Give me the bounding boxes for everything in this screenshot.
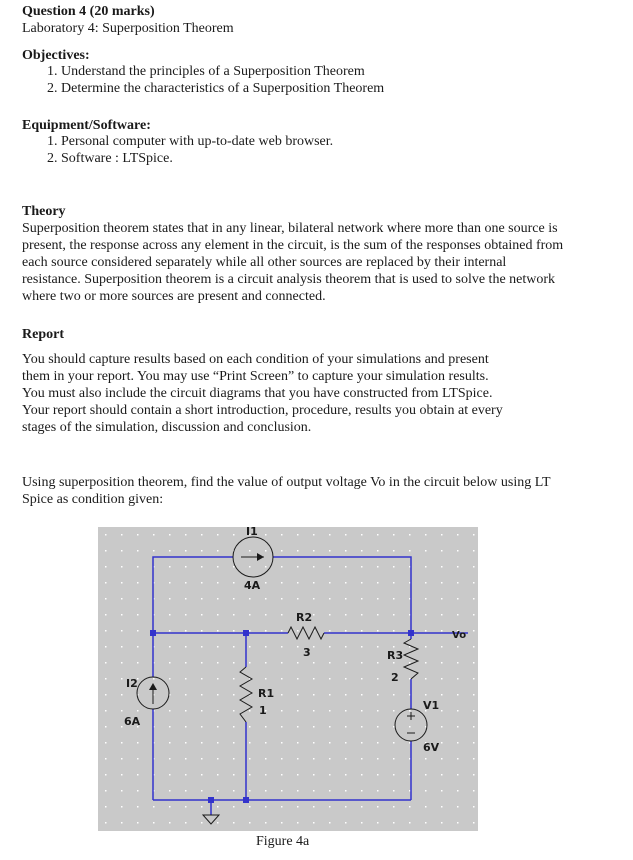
label-i2-value: 6A — [124, 715, 141, 728]
report-line: them in your report. You may use “Print Screen” to capture your simulation results. — [22, 369, 489, 384]
circuit-diagram — [98, 527, 478, 831]
theory-line: Superposition theorem states that in any linear, bilateral network where more than one source is — [22, 221, 558, 236]
equipment-item: 2. Software : LTSpice. — [47, 151, 173, 166]
report-line: You should capture results based on each condition of your simulations and present — [22, 352, 489, 367]
figure-caption: Figure 4a — [256, 834, 310, 849]
label-r1-value: 1 — [259, 704, 267, 717]
task-line: Spice as condition given: — [22, 492, 164, 507]
theory-paragraph — [22, 220, 563, 305]
label-r3-name: R3 — [387, 649, 404, 662]
label-r2-name: R2 — [296, 611, 313, 624]
label-r1-name: R1 — [258, 687, 275, 700]
label-i2-name: I2 — [126, 677, 138, 690]
junction — [208, 797, 214, 803]
label-vo: Vo — [452, 630, 467, 641]
circuit-figure — [98, 527, 478, 831]
question-title: Question 4 (20 marks) — [22, 4, 155, 19]
theory-heading: Theory — [22, 204, 66, 219]
theory-line: resistance. Superposition theorem is a circuit analysis theorem that is used to solve the network — [22, 272, 556, 287]
report-line: stages of the simulation, discussion and conclusion. — [22, 420, 312, 435]
report-heading: Report — [22, 327, 64, 342]
report-line: You must also include the circuit diagrams that you have constructed from LTSpice. — [22, 386, 493, 401]
junction — [243, 797, 249, 803]
label-v1-name: V1 — [423, 699, 440, 712]
label-v1-value: 6V — [423, 741, 440, 754]
lab-title: Laboratory 4: Superposition Theorem — [22, 21, 234, 36]
theory-line: each source considered separately while all other sources are replaced by their internal — [22, 255, 507, 270]
label-i1-name: I1 — [246, 527, 258, 538]
objective-item: 1. Understand the principles of a Superposition Theorem — [47, 64, 365, 79]
report-line: Your report should contain a short introduction, procedure, results you obtain at every — [22, 403, 503, 418]
junction — [243, 630, 249, 636]
grid-dots — [98, 527, 478, 831]
junction — [408, 630, 414, 636]
objective-item: 2. Determine the characteristics of a Superposition Theorem — [47, 81, 385, 96]
theory-line: present, the response across any element in the circuit, is the sum of the responses obtained from — [22, 238, 564, 253]
label-r2-value: 3 — [303, 646, 311, 659]
report-paragraph — [22, 351, 503, 436]
task-paragraph — [22, 474, 551, 508]
equipment-item: 1. Personal computer with up-to-date web browser. — [47, 134, 334, 149]
objectives-heading: Objectives: — [22, 48, 90, 63]
equipment-heading: Equipment/Software: — [22, 118, 151, 133]
junction — [150, 630, 156, 636]
label-r3-value: 2 — [391, 671, 399, 684]
theory-line: where two or more sources are present and connected. — [22, 289, 326, 304]
task-line: Using superposition theorem, find the value of output voltage Vo in the circuit below using LT — [22, 475, 551, 490]
label-i1-value: 4A — [244, 579, 261, 592]
